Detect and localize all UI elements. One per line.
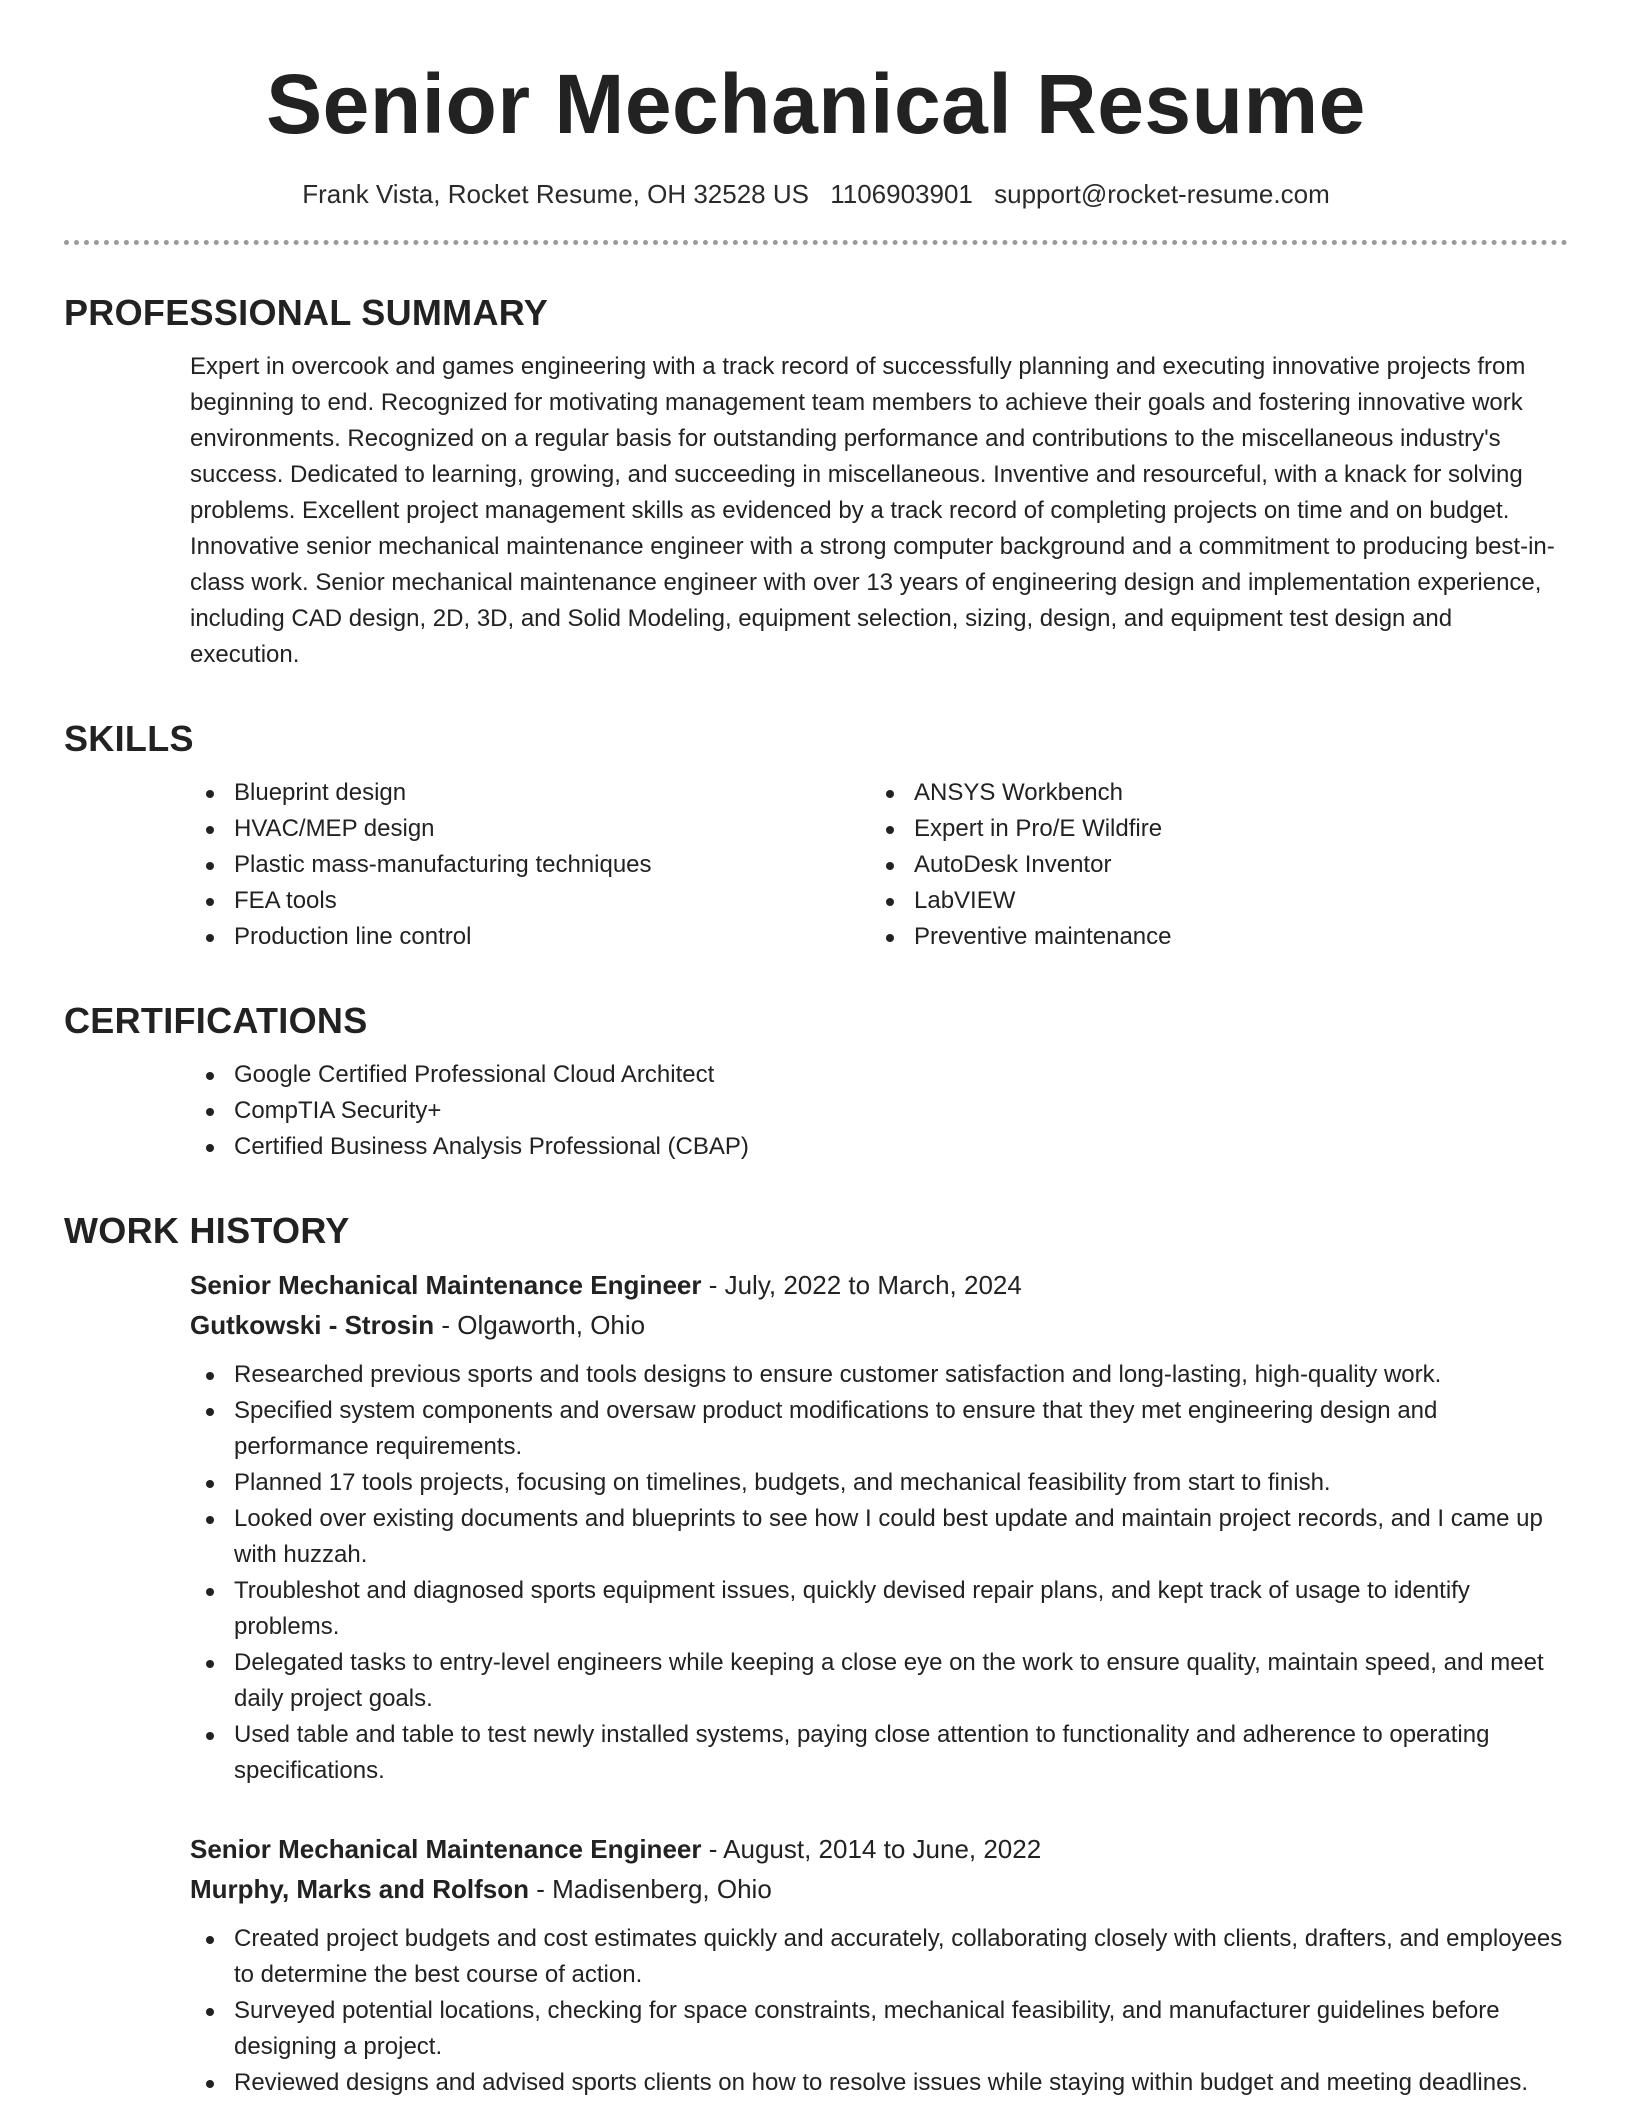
job-bullets: [64, 1921, 1568, 2101]
skill-item: Blueprint design: [190, 775, 870, 811]
summary-text: Expert in overcook and games engineering with a track record of successfully planning and executing innovative projects from beginning to end. Recognized for motivating management team members to achieve their goals and fostering innovative work environments. Recognized on a regular basis for outstanding performance and contributions to the miscellaneous industry's success. Dedicated to learning, growing, and succeeding in miscellaneous. Inventive and resourceful, with a knack for solving problems. Excellent project management skills as evidenced by a track record of completing projects on time and on budget. Innovative senior mechanical maintenance engineer with a strong computer background and a commitment to producing best-in-class work. Senior mechanical maintenance engineer with over 13 years of engineering design and implementation experience, including CAD design, 2D, 3D, and Solid Modeling, equipment selection, sizing, design, and equipment test design and execution.: [190, 353, 1555, 668]
job-title-line: Senior Mechanical Maintenance Engineer - August, 2014 to June, 2022: [190, 1834, 1042, 1864]
skills-list-left: [190, 775, 870, 955]
certifications-section: [64, 999, 1568, 1165]
job-bullet: Troubleshot and diagnosed sports equipment issues, quickly devised repair plans, and kept track of usage to identify problems.: [190, 1573, 1568, 1645]
certification-item: Google Certified Professional Cloud Architect: [190, 1057, 1568, 1093]
contact-address: Frank Vista, Rocket Resume, OH 32528 US: [302, 179, 809, 209]
job-company: Murphy, Marks and Rolfson: [190, 1874, 529, 1904]
contact-line: [64, 176, 1568, 212]
job-bullet: Specified system components and oversaw product modifications to ensure that they met engineering design and performance requirements.: [190, 1393, 1568, 1465]
job-dates: July, 2022 to March, 2024: [724, 1270, 1022, 1300]
job-title: Senior Mechanical Maintenance Engineer: [190, 1270, 702, 1300]
skill-item: Production line control: [190, 919, 870, 955]
skill-item: FEA tools: [190, 883, 870, 919]
job-title: Senior Mechanical Maintenance Engineer: [190, 1834, 702, 1864]
skill-item: Plastic mass-manufacturing techniques: [190, 847, 870, 883]
job-bullet: Used table and table to test newly installed systems, paying close attention to functionality and adherence to operating specifications.: [190, 1717, 1568, 1789]
skills-grid: [190, 775, 1568, 955]
certifications-heading: CERTIFICATIONS: [64, 1000, 368, 1041]
skill-item: ANSYS Workbench: [870, 775, 1550, 811]
skills-heading: SKILLS: [64, 718, 194, 759]
job-location: Madisenberg, Ohio: [552, 1874, 772, 1904]
skill-item: LabVIEW: [870, 883, 1550, 919]
skill-item: AutoDesk Inventor: [870, 847, 1550, 883]
job-entry: [190, 1829, 1568, 2101]
skills-section: [64, 717, 1568, 955]
job-dates: August, 2014 to June, 2022: [723, 1834, 1042, 1864]
skill-item: Preventive maintenance: [870, 919, 1550, 955]
resume-title: Senior Mechanical Resume: [266, 57, 1366, 151]
job-title-line: Senior Mechanical Maintenance Engineer - July, 2022 to March, 2024: [190, 1270, 1022, 1300]
job-bullet: Delegated tasks to entry-level engineers while keeping a close eye on the work to ensure quality, maintain speed, and meet daily project goals.: [190, 1645, 1568, 1717]
job-bullet: Planned 17 tools projects, focusing on timelines, budgets, and mechanical feasibility from start to finish.: [190, 1465, 1568, 1501]
job-bullet: Surveyed potential locations, checking for space constraints, mechanical feasibility, and manufacturer guidelines before designing a project.: [190, 1993, 1568, 2065]
skill-item: HVAC/MEP design: [190, 811, 870, 847]
header-divider: [64, 240, 1568, 245]
work-history-heading: WORK HISTORY: [64, 1210, 350, 1251]
skills-list-right: [870, 775, 1550, 955]
skill-item: Expert in Pro/E Wildfire: [870, 811, 1550, 847]
job-bullet: Researched previous sports and tools designs to ensure customer satisfaction and long-lasting, high-quality work.: [190, 1357, 1568, 1393]
work-history-section: [64, 1209, 1568, 2101]
contact-phone: 1106903901: [830, 179, 973, 209]
job-entry: [190, 1265, 1568, 1789]
summary-heading: PROFESSIONAL SUMMARY: [64, 292, 549, 333]
job-company-line: Murphy, Marks and Rolfson - Madisenberg, Ohio: [190, 1874, 772, 1904]
certification-item: CompTIA Security+: [190, 1093, 1568, 1129]
certifications-list: [190, 1057, 1568, 1165]
job-bullet: Reviewed designs and advised sports clients on how to resolve issues while staying within budget and meeting deadlines.: [190, 2065, 1568, 2101]
contact-email: support@rocket-resume.com: [994, 179, 1330, 209]
certification-item: Certified Business Analysis Professional (CBAP): [190, 1129, 1568, 1165]
job-company-line: Gutkowski - Strosin - Olgaworth, Ohio: [190, 1310, 646, 1340]
job-bullet: Created project budgets and cost estimates quickly and accurately, collaborating closely with clients, drafters, and employees to determine the best course of action.: [190, 1921, 1568, 1993]
job-location: Olgaworth, Ohio: [457, 1310, 646, 1340]
job-company: Gutkowski - Strosin: [190, 1310, 435, 1340]
summary-section: [64, 291, 1568, 673]
job-bullets: [64, 1357, 1568, 1789]
job-bullet: Looked over existing documents and blueprints to see how I could best update and maintain project records, and I came up with huzzah.: [190, 1501, 1568, 1573]
